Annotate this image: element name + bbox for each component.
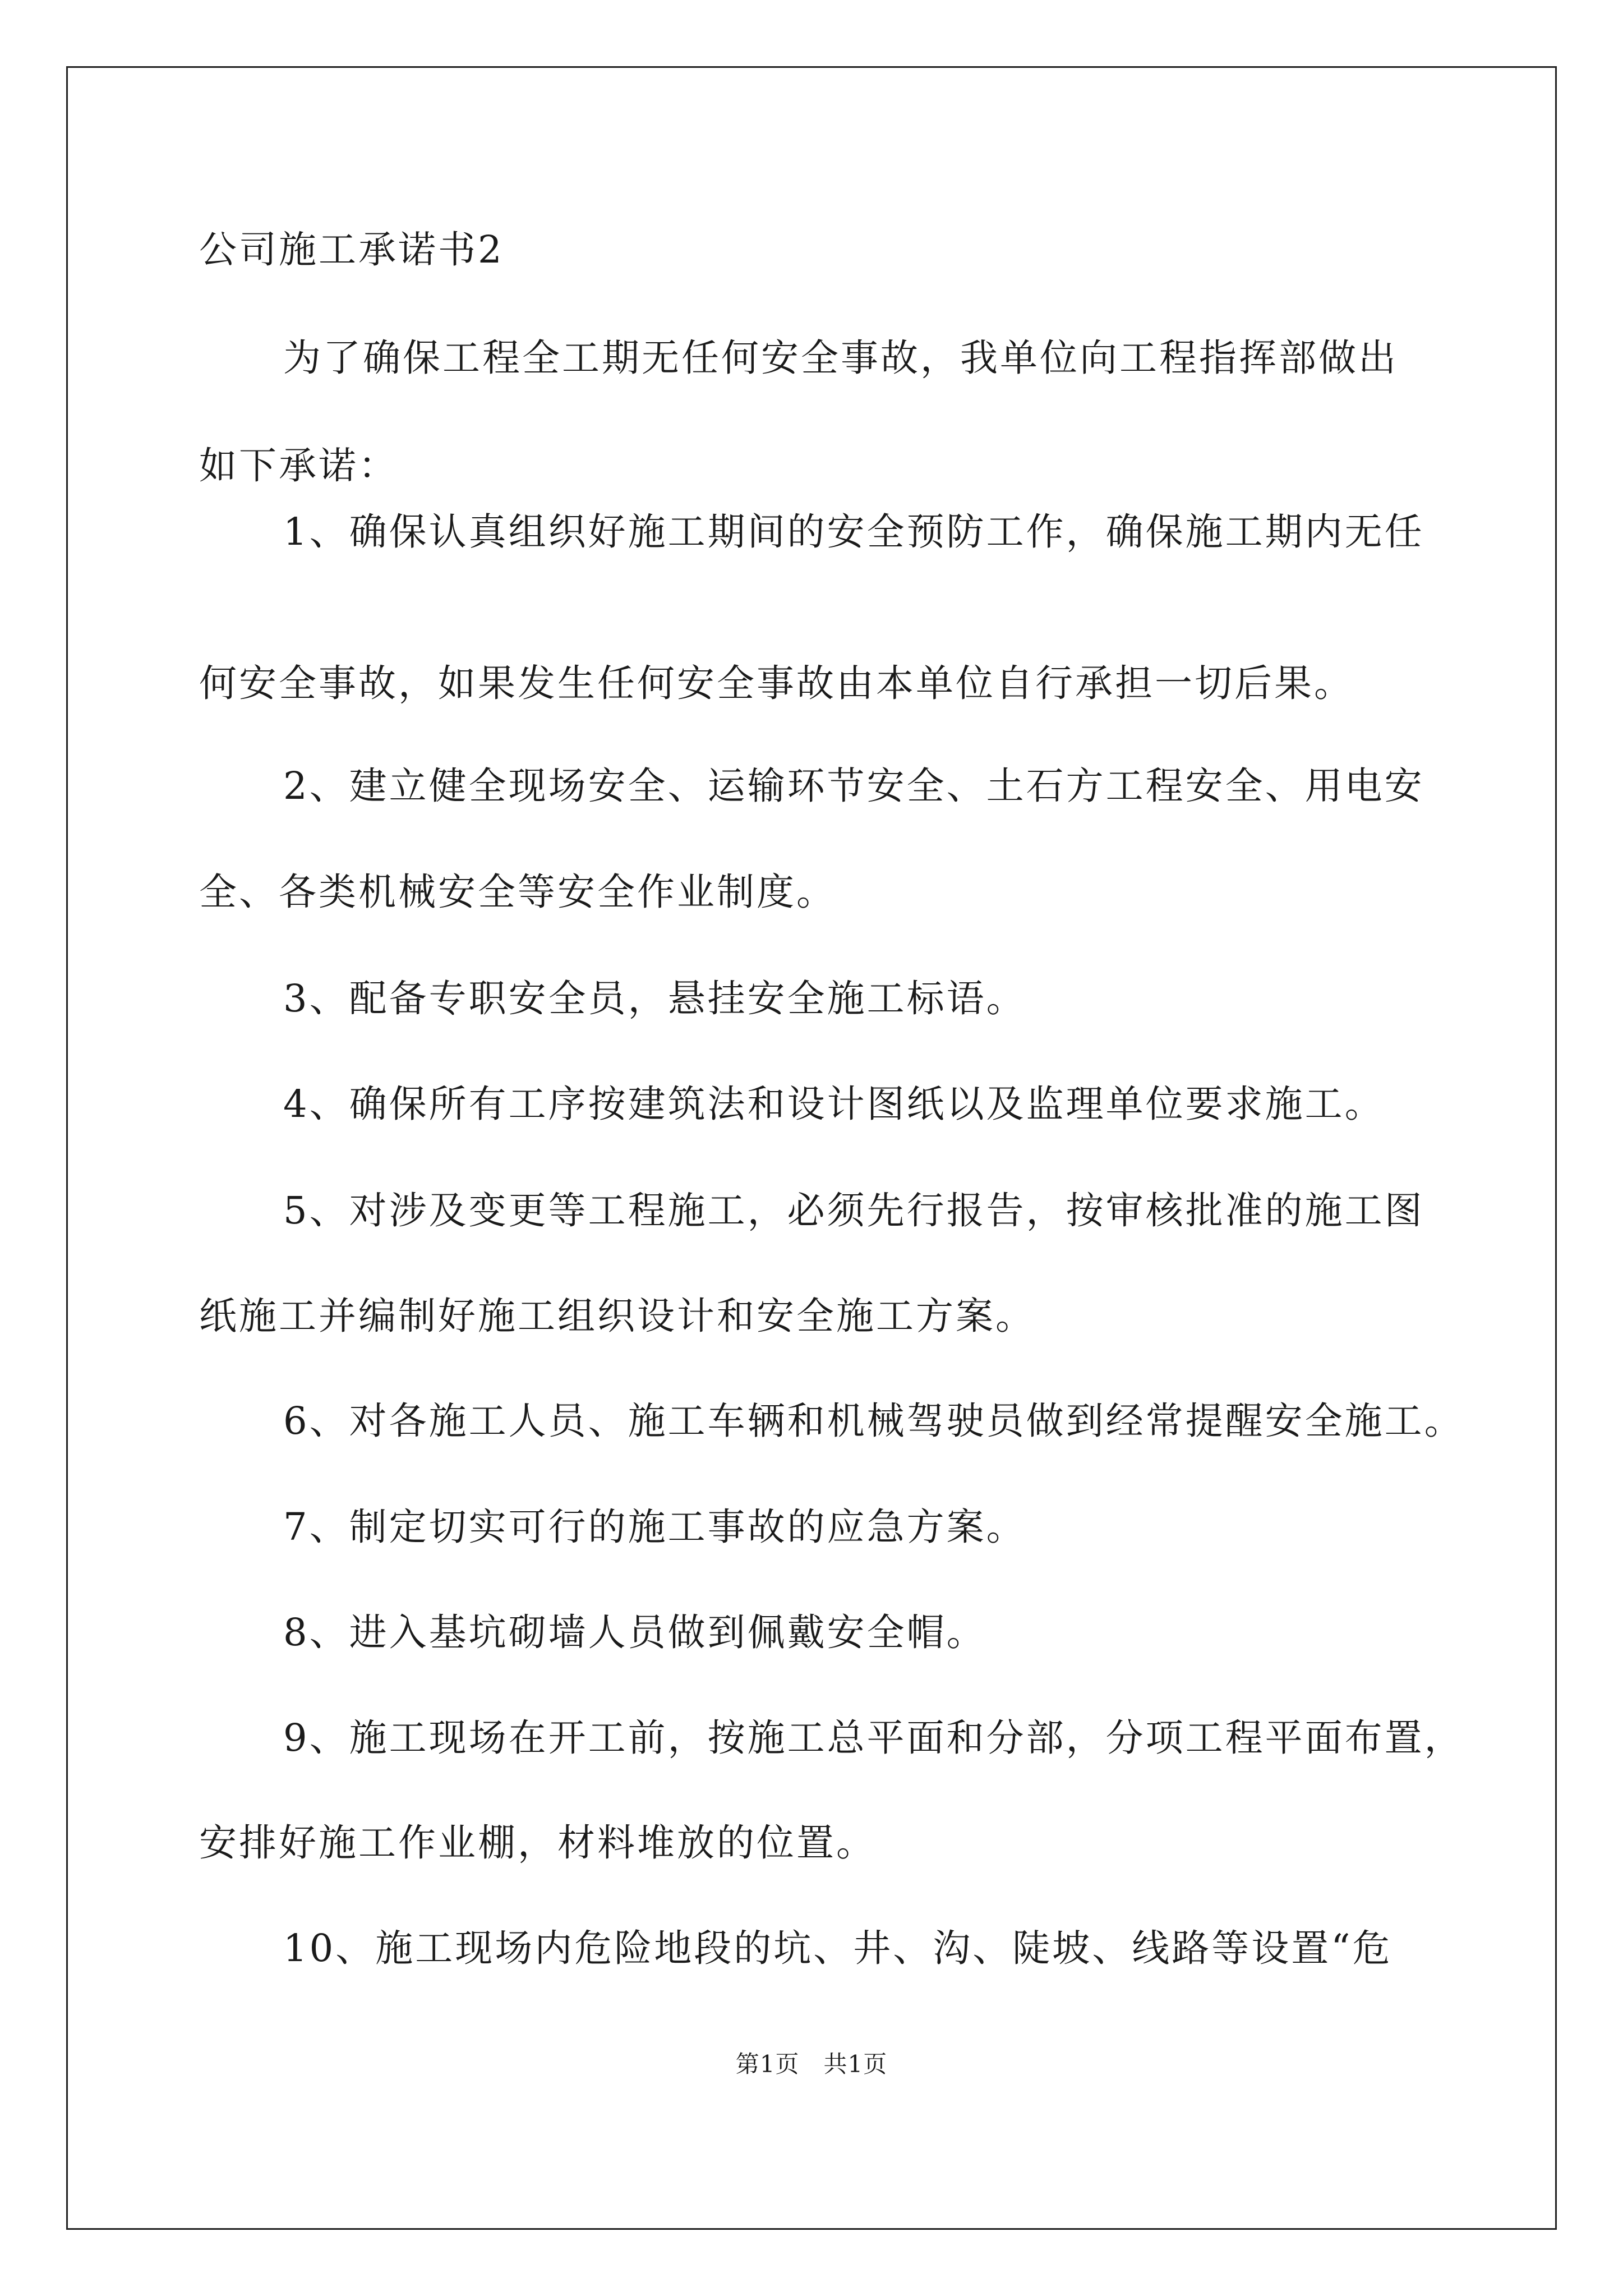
paragraph-line: 1、确保认真组织好施工期间的安全预防工作，确保施工期内无任 bbox=[283, 510, 1424, 554]
paragraph-line: 2、建立健全现场安全、运输环节安全、土石方工程安全、用电安 bbox=[283, 764, 1424, 808]
paragraph-line: 4、确保所有工序按建筑法和设计图纸以及监理单位要求施工。 bbox=[283, 1082, 1385, 1126]
page-number: 第1页 共1页 bbox=[735, 2050, 888, 2078]
document-title: 公司施工承诺书2 bbox=[199, 228, 504, 272]
paragraph-line: 安排好施工作业棚，材料堆放的位置。 bbox=[199, 1821, 876, 1865]
paragraph-line: 如下承诺： bbox=[199, 444, 398, 487]
paragraph-line: 8、进入基坑砌墙人员做到佩戴安全帽。 bbox=[283, 1611, 986, 1654]
paragraph-line: 纸施工并编制好施工组织设计和安全施工方案。 bbox=[199, 1294, 1035, 1338]
paragraph-line: 7、制定切实可行的施工事故的应急方案。 bbox=[283, 1505, 1026, 1549]
paragraph-line: 何安全事故，如果发生任何安全事故由本单位自行承担一切后果。 bbox=[199, 661, 1354, 705]
paragraph-line: 6、对各施工人员、施工车辆和机械驾驶员做到经常提醒安全施工。 bbox=[283, 1399, 1464, 1443]
page-border bbox=[66, 66, 1557, 2230]
paragraph-line: 为了确保工程全工期无任何安全事故，我单位向工程指挥部做出 bbox=[283, 336, 1398, 380]
paragraph-line: 3、配备专职安全员，悬挂安全施工标语。 bbox=[283, 977, 1026, 1020]
paragraph-line: 10、施工现场内危险地段的坑、井、沟、陡坡、线路等设置“危 bbox=[283, 1926, 1393, 1970]
paragraph-line: 5、对涉及变更等工程施工，必须先行报告，按审核批准的施工图 bbox=[283, 1189, 1424, 1232]
paragraph-line: 9、施工现场在开工前，按施工总平面和分部，分项工程平面布置， bbox=[283, 1716, 1464, 1760]
paragraph-line: 全、各类机械安全等安全作业制度。 bbox=[199, 870, 836, 914]
